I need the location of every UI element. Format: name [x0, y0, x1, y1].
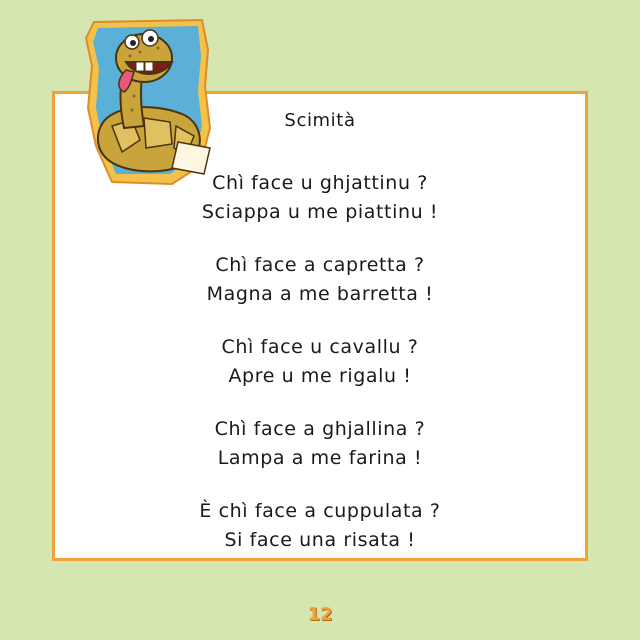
page-number: 12 — [307, 604, 333, 625]
poem-line: Si face una risata ! — [224, 529, 416, 551]
poem-line: Magna a me barretta ! — [206, 283, 434, 305]
poem-line: Lampa a me farina ! — [217, 447, 423, 469]
poem-title: Scimità — [284, 110, 356, 131]
poem-line: Chì face u ghjattinu ? — [212, 172, 428, 194]
stanza-5 — [52, 497, 588, 555]
poem-line: Sciappa u me piattinu ! — [201, 201, 439, 223]
poem-line: Chì face u cavallu ? — [221, 336, 419, 358]
stanza-1 — [52, 169, 588, 227]
stanza-2 — [52, 251, 588, 309]
stanza-3 — [52, 333, 588, 391]
poem-line: Chì face a ghjallina ? — [214, 418, 426, 440]
poem-line: Chì face a capretta ? — [215, 254, 425, 276]
poem — [52, 108, 588, 579]
stanza-4 — [52, 415, 588, 473]
poem-line: È chì face a cuppulata ? — [199, 500, 441, 522]
poem-line: Apre u me rigalu ! — [228, 365, 412, 387]
